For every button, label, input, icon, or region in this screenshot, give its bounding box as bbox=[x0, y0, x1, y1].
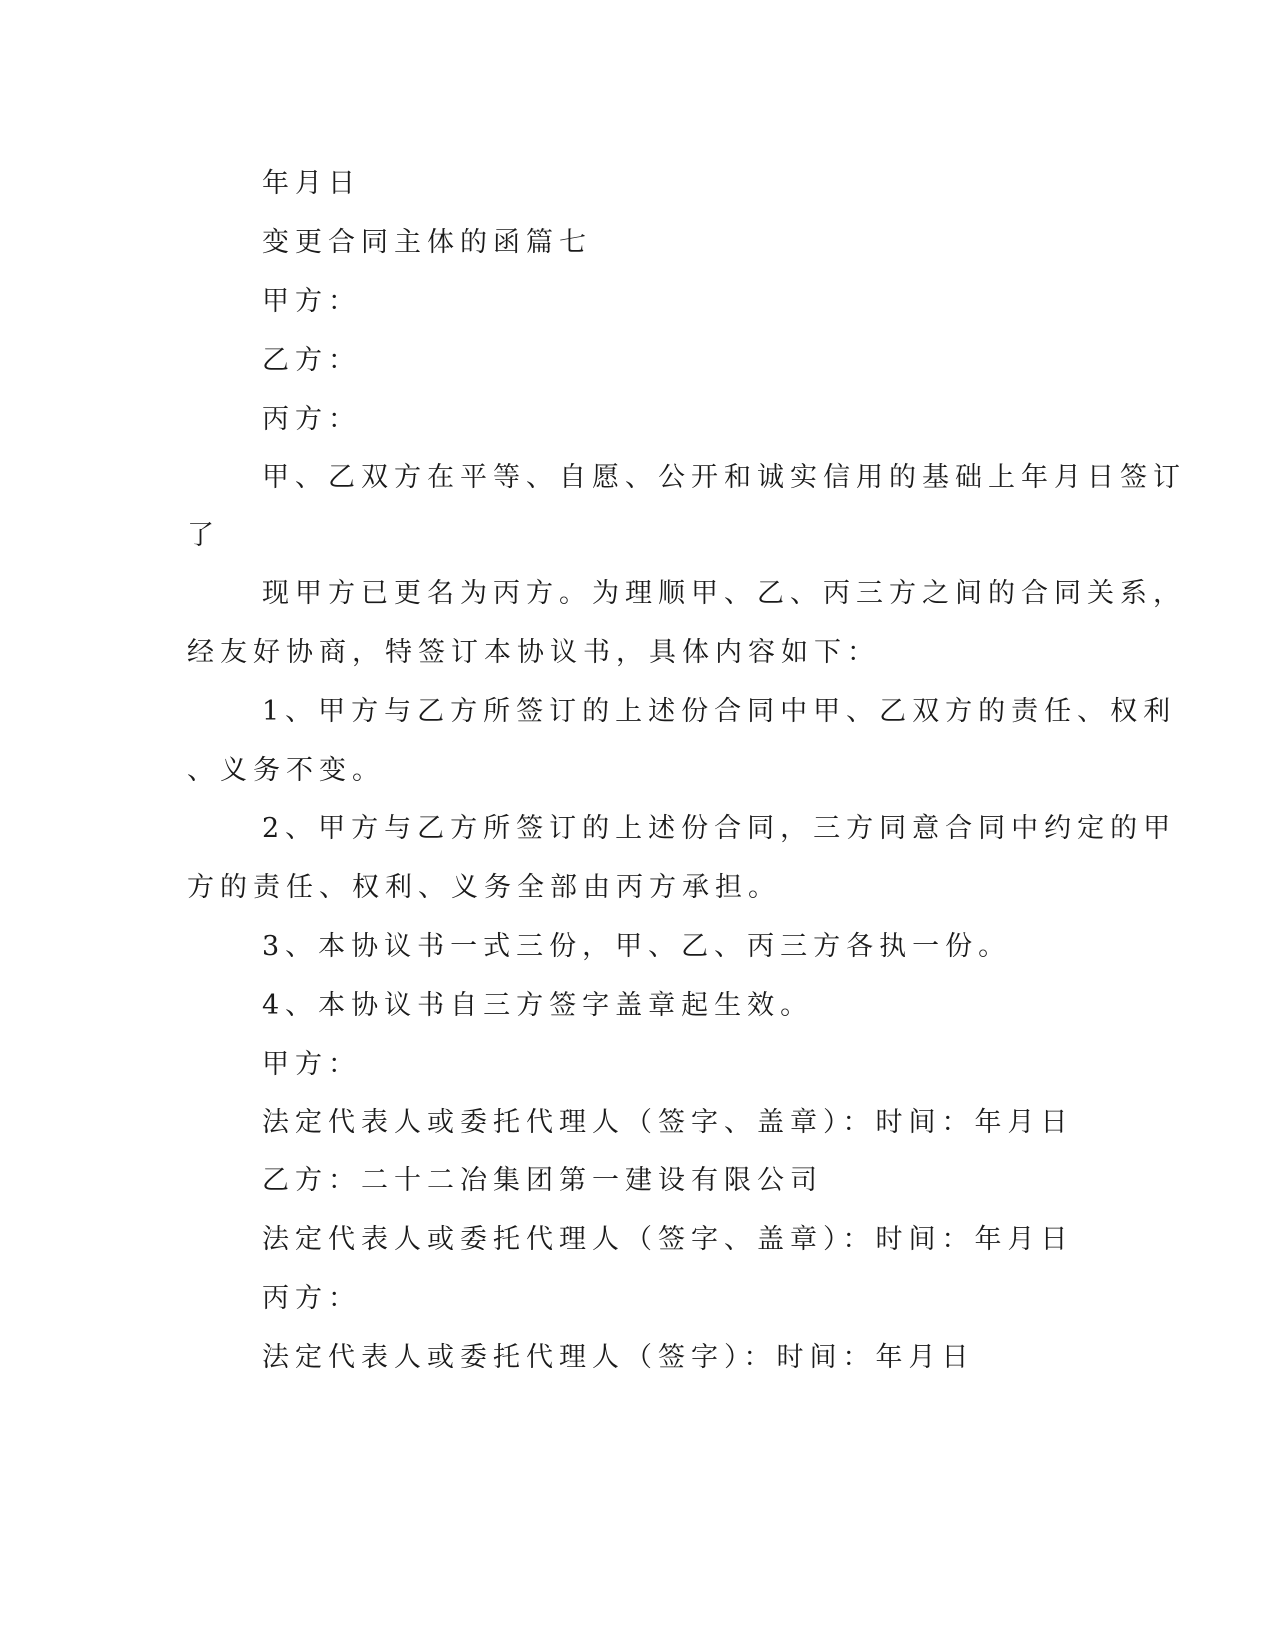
date-line: 年月日 bbox=[262, 168, 361, 199]
section-title: 变更合同主体的函篇七 bbox=[262, 227, 592, 258]
clause-4: 4、本协议书自三方签字盖章起生效。 bbox=[262, 990, 814, 1021]
signature-party-c: 丙方： bbox=[262, 1283, 361, 1314]
signature-party-b-representative: 法定代表人或委托代理人（签字、盖章）：时间：年月日 bbox=[262, 1224, 1074, 1255]
party-c-label: 丙方： bbox=[262, 404, 361, 435]
signature-party-c-representative: 法定代表人或委托代理人（签字）：时间：年月日 bbox=[262, 1342, 975, 1373]
paragraph-intro-line-1: 甲、乙双方在平等、自愿、公开和诚实信用的基础上年月日签订 bbox=[262, 462, 1186, 493]
signature-party-a-representative: 法定代表人或委托代理人（签字、盖章）：时间：年月日 bbox=[262, 1107, 1074, 1138]
paragraph-rename-line-1: 现甲方已更名为丙方。为理顺甲、乙、丙三方之间的合同关系， bbox=[262, 578, 1186, 609]
signature-party-a: 甲方： bbox=[262, 1049, 361, 1080]
clause-3: 3、本协议书一式三份，甲、乙、丙三方各执一份。 bbox=[262, 931, 1012, 962]
party-a-label: 甲方： bbox=[262, 286, 361, 317]
clause-1-line-1: 1、甲方与乙方所签订的上述份合同中甲、乙双方的责任、权利 bbox=[262, 696, 1177, 727]
paragraph-intro-line-2: 了 bbox=[187, 520, 220, 551]
clause-1-line-2: 、义务不变。 bbox=[187, 755, 385, 786]
signature-party-b: 乙方：二十二冶集团第一建设有限公司 bbox=[262, 1165, 823, 1196]
clause-2-line-2: 方的责任、权利、义务全部由丙方承担。 bbox=[187, 872, 781, 903]
paragraph-rename-line-2: 经友好协商，特签订本协议书，具体内容如下： bbox=[187, 637, 880, 668]
party-b-label: 乙方： bbox=[262, 345, 361, 376]
clause-2-line-1: 2、甲方与乙方所签订的上述份合同，三方同意合同中约定的甲 bbox=[262, 813, 1177, 844]
